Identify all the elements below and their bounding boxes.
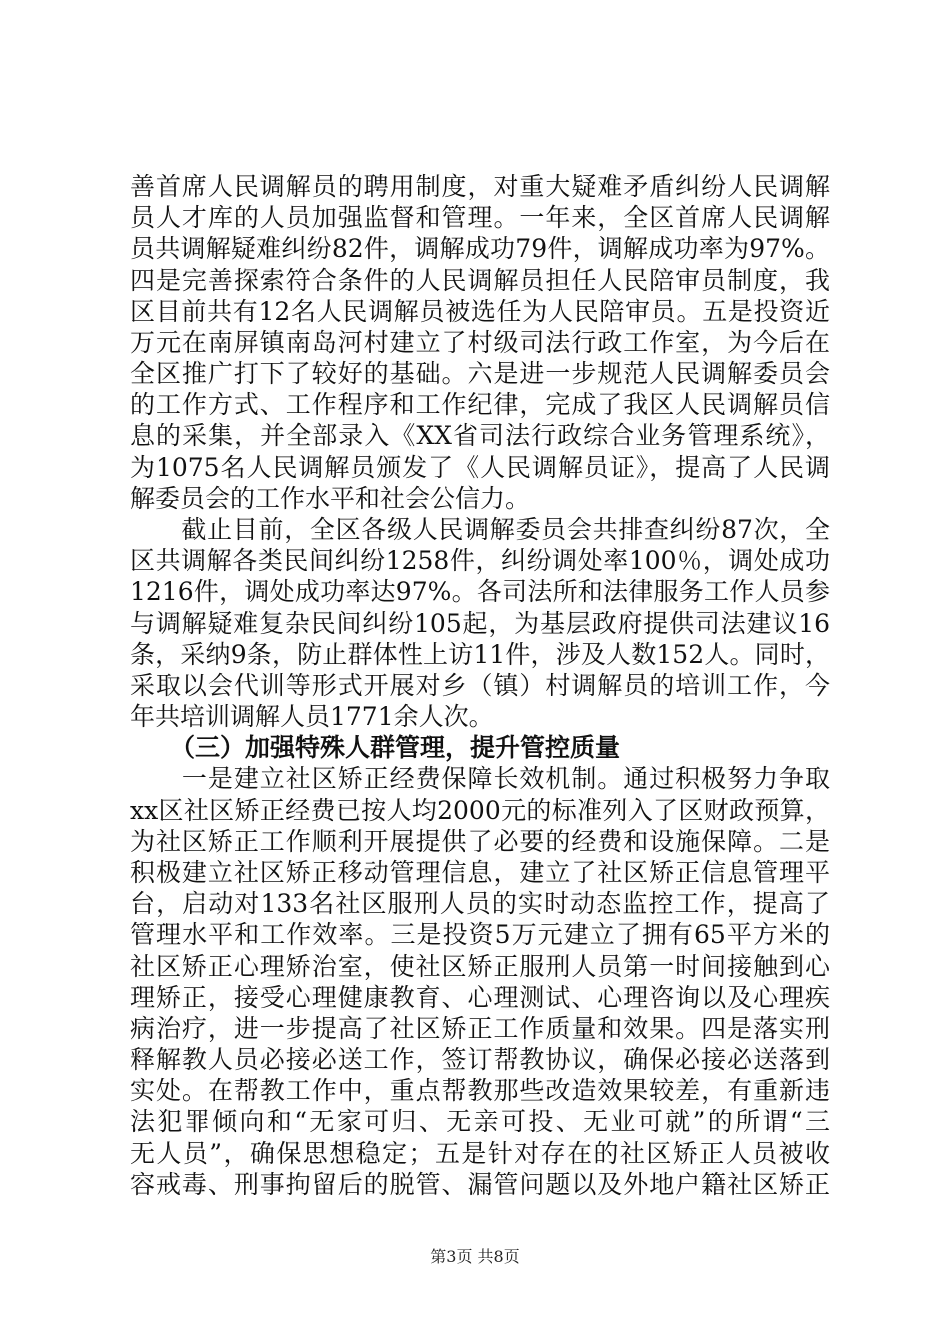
text-line: 员人才库的人员加强监督和管理。一年来，全区首席人民调解: [130, 203, 830, 232]
text-line: 社区矫正心理矫治室，使社区矫正服刑人员第一时间接触到心: [130, 952, 830, 981]
text-line: 截止目前，全区各级人民调解委员会共排查纠纷87次，全: [130, 515, 830, 544]
text-line: 一是建立社区矫正经费保障长效机制。通过积极努力争取: [130, 764, 830, 793]
text-line: 的工作方式、工作程序和工作纪律，完成了我区人民调解员信: [130, 390, 830, 419]
text-line: 区目前共有12名人民调解员被选任为人民陪审员。五是投资近: [130, 297, 830, 326]
text-line: 区共调解各类民间纠纷1258件，纠纷调处率100％，调处成功: [130, 546, 830, 575]
text-line: 善首席人民调解员的聘用制度，对重大疑难矛盾纠纷人民调解: [130, 172, 830, 201]
text-line: 解委员会的工作水平和社会公信力。: [130, 484, 531, 513]
text-line: 实处。在帮教工作中，重点帮教那些改造效果较差，有重新违: [130, 1076, 830, 1105]
section-heading: （三）加强特殊人群管理，提升管控质量: [170, 733, 621, 762]
text-line: 为1075名人民调解员颁发了《人民调解员证》，提高了人民调: [130, 453, 830, 482]
text-line: 万元在南屏镇南岛河村建立了村级司法行政工作室，为今后在: [130, 328, 830, 357]
text-line: 台，启动对133名社区服刑人员的实时动态监控工作，提高了: [130, 889, 830, 918]
text-line: 全区推广打下了较好的基础。六是进一步规范人民调解委员会: [130, 359, 830, 388]
text-line: 条，采纳9条，防止群体性上访11件，涉及人数152人。同时，: [130, 640, 830, 669]
text-line: 法犯罪倾向和“无家可归、无亲可投、无业可就”的所谓“三: [130, 1107, 830, 1136]
text-line: 无人员”，确保思想稳定；五是针对存在的社区矫正人员被收: [130, 1139, 830, 1168]
text-line: 员共调解疑难纠纷82件，调解成功79件，调解成功率为97%。: [130, 234, 830, 263]
text-line: 息的采集，并全部录入《XX省司法行政综合业务管理系统》，: [130, 421, 830, 450]
text-line: 年共培训调解人员1771余人次。: [130, 702, 494, 731]
text-line: 积极建立社区矫正移动管理信息，建立了社区矫正信息管理平: [130, 858, 830, 887]
text-line: 病治疗，进一步提高了社区矫正工作质量和效果。四是落实刑: [130, 1014, 830, 1043]
text-line: 容戒毒、刑事拘留后的脱管、漏管问题以及外地户籍社区矫正: [130, 1170, 830, 1199]
page-number-footer: 第3页 共8页: [430, 1247, 520, 1266]
text-line: 四是完善探索符合条件的人民调解员担任人民陪审员制度，我: [130, 266, 830, 295]
text-line: xx区社区矫正经费已按人均2000元的标准列入了区财政预算，: [130, 796, 830, 825]
text-line: 与调解疑难复杂民间纠纷105起，为基层政府提供司法建议16: [130, 609, 830, 638]
text-line: 管理水平和工作效率。三是投资5万元建立了拥有65平方米的: [130, 920, 830, 949]
text-line: 理矫正，接受心理健康教育、心理测试、心理咨询以及心理疾: [130, 983, 830, 1012]
text-line: 为社区矫正工作顺利开展提供了必要的经费和设施保障。二是: [130, 827, 830, 856]
text-line: 采取以会代训等形式开展对乡（镇）村调解员的培训工作，今: [130, 671, 830, 700]
text-line: 1216件，调处成功率达97%。各司法所和法律服务工作人员参: [130, 577, 830, 606]
text-line: 释解教人员必接必送工作，签订帮教协议，确保必接必送落到: [130, 1045, 830, 1074]
